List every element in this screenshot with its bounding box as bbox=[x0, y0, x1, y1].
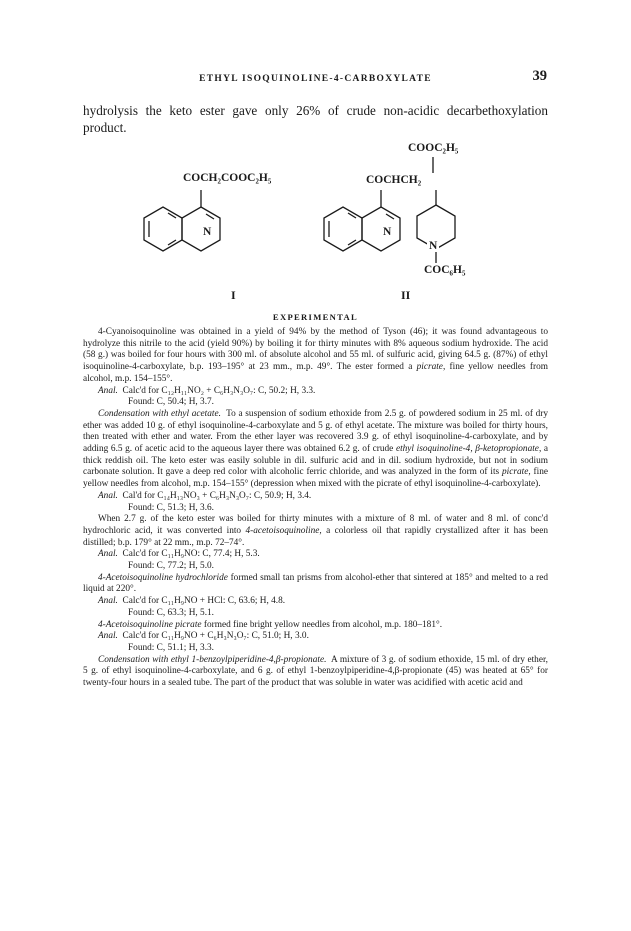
compound-1-label: I bbox=[231, 288, 236, 302]
analysis-values: Cal'd for C₁₄H₁₃NO₃ + C₆H₃N₃O₇: C, 50.9; H, 3.4. bbox=[122, 490, 312, 501]
subsection-heading: Condensation with ethyl acetate. bbox=[98, 408, 221, 419]
found-line: Found: C, 63.3; H, 5.1. bbox=[128, 607, 215, 618]
paragraph-cyanoisoquinoline bbox=[83, 327, 548, 386]
analysis-line bbox=[83, 386, 548, 398]
analysis-values: Calc'd for C₁₁H₉NO + HCl: C, 63.6; H, 4.8. bbox=[122, 596, 286, 607]
analysis-values: Calc'd for C₁₁H₉NO: C, 77.4; H, 5.3. bbox=[122, 549, 260, 560]
compound-name: picrate bbox=[502, 467, 529, 478]
analysis-line bbox=[83, 491, 548, 503]
compound-name: picrate bbox=[416, 362, 443, 373]
analysis-label: Anal. bbox=[98, 549, 118, 560]
paragraph-text: formed fine bright yellow needles from alcohol, m.p. 180–181°. bbox=[203, 619, 443, 630]
compound-name: 4-Acetoisoquinoline picrate bbox=[98, 619, 202, 630]
paragraph-text: formed small tan prisms from alcohol-ether that sintered at 185° and melted to a red liquid at 220°. bbox=[83, 572, 548, 595]
subsection-heading: Condensation with ethyl 1-benzoylpiperidine-4,β-propionate. bbox=[98, 654, 327, 665]
chemical-structures bbox=[83, 140, 548, 310]
compound-name: 4-Acetoisoquinoline hydrochloride bbox=[98, 572, 228, 583]
paragraph-keto-ester-hydrolysis bbox=[83, 514, 548, 549]
paragraph-text: , fine yellow needles from alcohol, m.p. 154–155° (depression when mixed with the picrate of ethyl isoquinoline-4-carboxylate). bbox=[83, 467, 548, 490]
analysis-line bbox=[83, 549, 548, 561]
intro-paragraph: hydrolysis the keto ester gave only 26% of crude non-acidic decarbethoxylation product. bbox=[83, 103, 548, 135]
analysis-line bbox=[83, 631, 548, 643]
compound-2-ring-nitrogen: N bbox=[383, 226, 392, 238]
paragraph-picrate bbox=[83, 620, 548, 632]
isoquinoline-ring-2 bbox=[324, 190, 400, 251]
compound-2-benzoyl-group: COC₆H₅ bbox=[424, 264, 466, 276]
paragraph-condensation-ethyl-acetate bbox=[83, 409, 548, 491]
analysis-label: Anal. bbox=[98, 490, 118, 501]
experimental-body bbox=[83, 327, 548, 690]
isoquinoline-ring-1 bbox=[144, 190, 220, 251]
page-number: 39 bbox=[532, 68, 547, 84]
analysis-label: Anal. bbox=[98, 596, 118, 607]
section-heading-experimental: EXPERIMENTAL bbox=[272, 312, 359, 322]
piperidine-nitrogen: N bbox=[429, 240, 438, 252]
paragraph-text: To a suspension of sodium ethoxide from 2.5 g. of powdered sodium in 25 ml. of dry ether was added 10 g. of ethyl isoquinoline-4-carboxylate and 5 g. of ethyl acetate. The mixture was boiled for thirty hours, then treated with ether and water. From the ether layer was recovered 3.9 g. of ethyl isoquinoline-4-carboxylate, and by adding 6.5 g. of acetic acid to the aqueous layer there was obtained 6.2 g. of crude bbox=[83, 408, 548, 455]
analysis-label: Anal. bbox=[98, 631, 118, 642]
analysis-values: Calc'd for C₁₂H₁₁NO₂ + C₆H₃N₃O₇: C, 50.2; H, 3.3. bbox=[122, 385, 316, 396]
paragraph-condensation-benzoylpiperidine bbox=[83, 655, 548, 690]
paragraph-text: , a thick reddish oil. The keto ester was easily soluble in dil. sulfuric acid and in dil. sodium hydroxide, but not in sodium carbonate solution. It gave a deep red color with alcoholic ferric chloride, and was analyzed in the form of its bbox=[83, 444, 549, 478]
paragraph-text: , a colorless oil that rapidly crystallized after it has been distilled; b.p. 179° at 22 mm., m.p. 72–74°. bbox=[83, 525, 548, 548]
found-line: Found: C, 51.3; H, 3.6. bbox=[128, 502, 215, 513]
found-line: Found: C, 77.2; H, 5.0. bbox=[128, 561, 215, 572]
paragraph-text: A mixture of 3 g. of sodium ethoxide, 15 ml. of dry ether, 5 g. of ethyl isoquinoline-4-carboxylate, and 6 g. of ethyl 1-benzoylpiperidine-4,β-propionate (45) was heated at 65° for twenty-four hours in a sealed tube. The part of the product that was soluble in water was acidified with acetic acid and bbox=[83, 654, 549, 689]
analysis-values: Calc'd for C₁₁H₉NO + C₆H₃N₃O₇: C, 51.0; H, 3.0. bbox=[122, 631, 309, 642]
found-line: Found: C, 50.4; H, 3.7. bbox=[128, 397, 215, 408]
compound-2-label: II bbox=[401, 288, 411, 302]
compound-1-substituent: COCH₂COOC₂H₅ bbox=[183, 172, 272, 184]
paragraph-text: , fine yellow needles from alcohol, m.p. 154–155°. bbox=[83, 362, 548, 384]
compound-1-ring-nitrogen: N bbox=[203, 226, 212, 238]
found-line: Found: C, 51.1; H, 3.3. bbox=[128, 642, 215, 653]
compound-2-ester-group: COOC₂H₅ bbox=[408, 142, 459, 154]
running-head: ETHYL ISOQUINOLINE-4-CARBOXYLATE bbox=[199, 74, 432, 84]
compound-name: 4-acetoisoquinoline bbox=[245, 525, 320, 536]
analysis-label: Anal. bbox=[98, 385, 118, 396]
paragraph-text: When 2.7 g. of the keto ester was boiled for thirty minutes with a mixture of 8 ml. of water and 8 ml. of conc'd hydrochloric acid, it was converted into bbox=[83, 514, 548, 536]
paragraph-hydrochloride bbox=[83, 573, 548, 596]
compound-2-chain: COCHCH₂ bbox=[366, 174, 422, 186]
compound-name: ethyl isoquinoline-4, β-ketopropionate bbox=[395, 444, 539, 455]
structure-drawings bbox=[83, 140, 548, 310]
analysis-line bbox=[83, 596, 548, 608]
paragraph-text: 4-Cyanoisoquinoline was obtained in a yield of 94% by the method of Tyson (46); it was found advantageous to hydrolyze this nitrile to the acid (yield 90%) by boiling it for thirty minutes with 8% aqueous sodium hydroxide. The acid (58 g.) was boiled for four hours with 300 ml. of absolute alcohol and 55 ml. of sulfuric acid, giving 64.5 g. (87%) of ethyl isoquinoline-4-carboxylate, b.p. 193–195° at 23 mm., m.p. 49°. The ester formed a bbox=[83, 327, 548, 373]
